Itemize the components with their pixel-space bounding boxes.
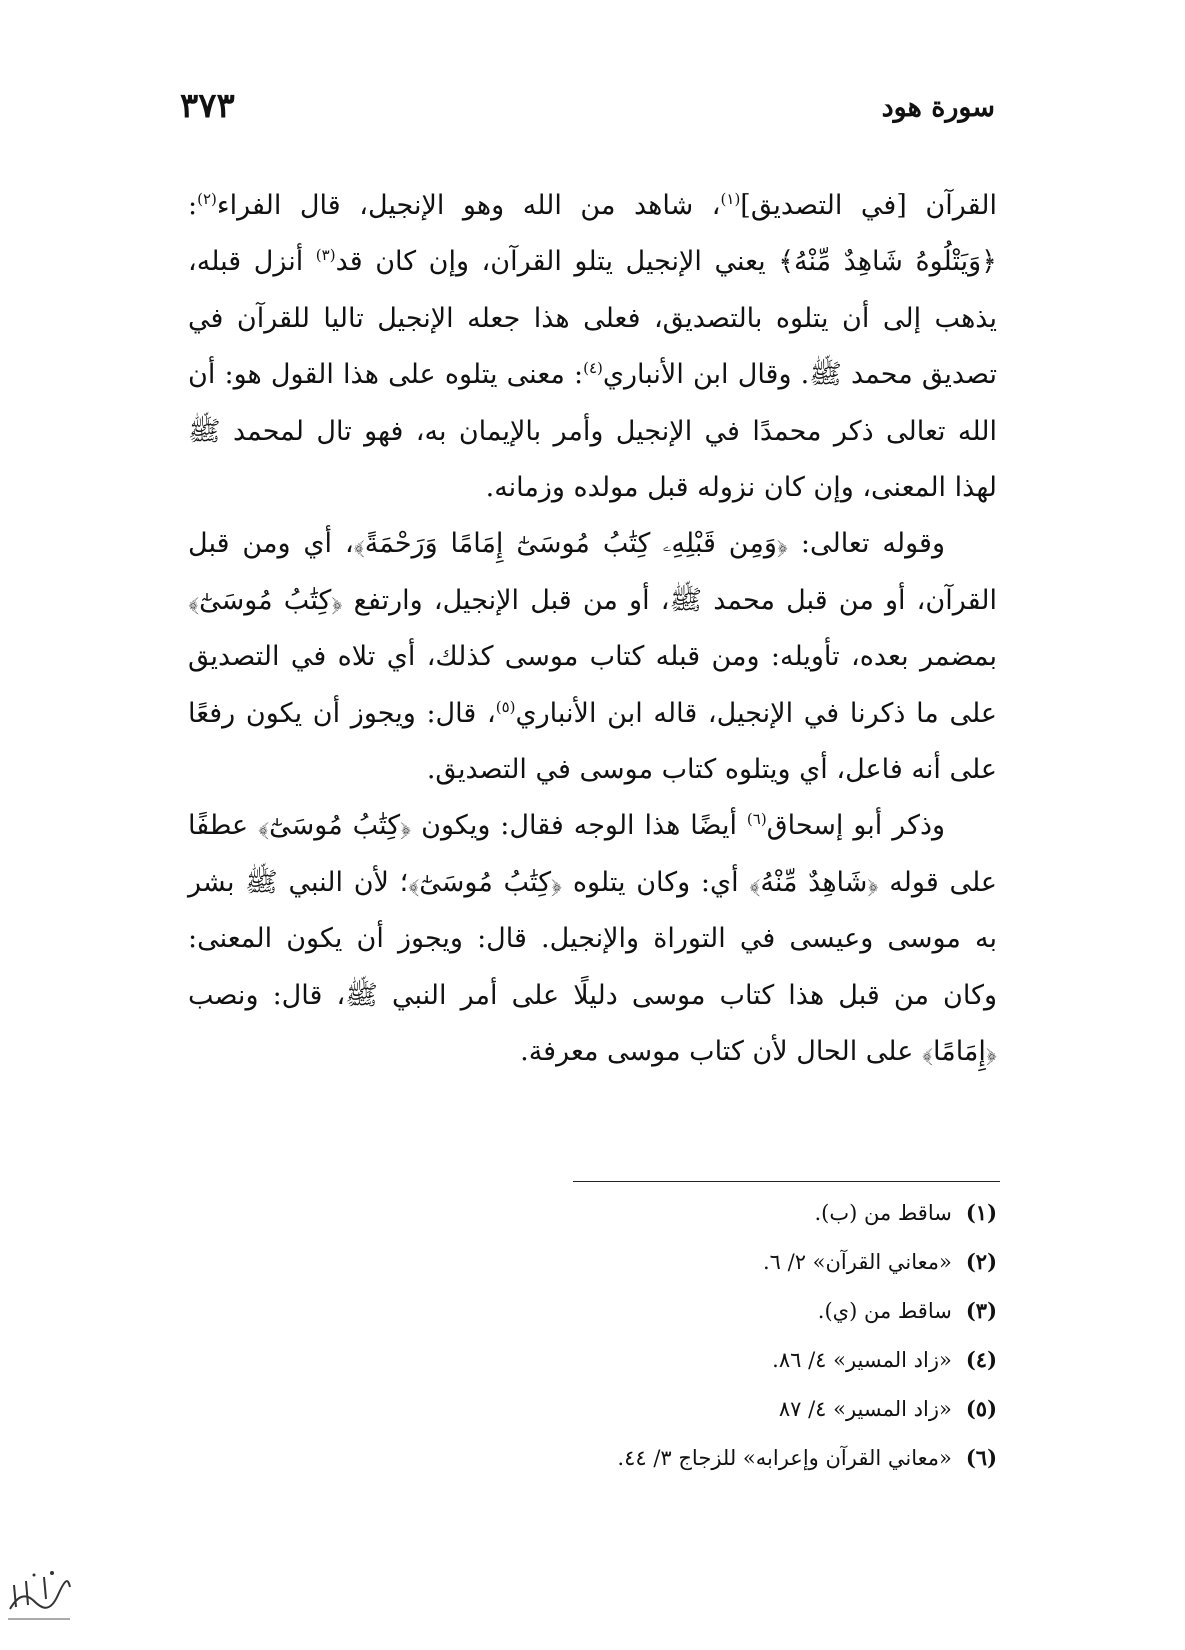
footnote-number: (٢) [965, 1249, 997, 1274]
running-title: سورة هود [881, 92, 995, 123]
footnote-number: (٥) [965, 1396, 997, 1421]
paragraph [188, 516, 997, 798]
footnote-number: (٤) [965, 1347, 997, 1372]
main-text [188, 178, 997, 1081]
text-run: القرآن [في التصديق] [740, 190, 997, 221]
footnote-ref: (٢) [197, 190, 217, 208]
text-run: ، شاهد من الله وهو الإنجيل، قال الفراء [216, 190, 721, 221]
page-header [180, 86, 995, 136]
footnote-ref: (٤) [583, 359, 603, 378]
text-run: : ﴿وَيَتْلُوهُ شَاهِدٌ مِّنْهُ﴾ يعني الإنجيل يتلو القرآن، وإن كان قد [188, 190, 997, 278]
footnote-text: ساقط من (ي). [817, 1299, 952, 1323]
text-run: ، قال: ويجوز أن يكون رفعًا على أنه فاعل، أي ويتلوه كتاب موسى في التصديق. [188, 697, 997, 786]
text-run: أيضًا هذا الوجه فقال: ويكون ﴿كِتَٰبُ مُوسَىٰٓ﴾ عطفًا على قوله ﴿شَاهِدٌ مِّنْهُ﴾ أي: وكان يتلوه ﴿كِتَٰبُ مُوسَىٰٓ﴾؛ لأن النبي ﷺ بشر به موسى وعيسى في التوراة والإنجيل. قال: ويجوز أن يكون المعنى: وكان من قبل هذا كتاب موسى دليلًا على أمر النبي ﷺ، قال: ونصب ﴿إِمَامًا﴾ على الحال لأن كتاب موسى معرفة. [188, 810, 997, 1068]
footnote-ref: (٦) [746, 810, 767, 829]
footnote-text: «زاد المسير» ٤/ ٨٧ [778, 1397, 952, 1421]
footnote-ref: (١) [720, 190, 741, 208]
footnote-number: (٦) [965, 1445, 997, 1470]
footnote-number: (١) [965, 1200, 997, 1225]
text-run: : معنى يتلوه على هذا القول هو: أن الله تعالى ذكر محمدًا في الإنجيل وأمر بالإيمان به، فهو تال لمحمد ﷺ لهذا المعنى، وإن كان نزوله قبل مولده وزمانه. [188, 359, 997, 504]
footnote-separator [573, 1181, 1000, 1182]
footnote-text: «زاد المسير» ٤/ ٨٦. [772, 1348, 952, 1372]
text-run: وذكر أبو إسحاق [766, 810, 946, 842]
footnote-ref: (٥) [495, 697, 516, 716]
footnote [347, 1389, 997, 1438]
text-run: أنزل قبله، يذهب إلى أن يتلوه بالتصديق، فعلى هذا جعله الإنجيل تاليا للقرآن في تصديق محمد ﷺ. وقال ابن الأنباري [188, 246, 997, 391]
text-run: وقوله تعالى: ﴿وَمِن قَبْلِهِۦ كِتَٰبُ مُوسَىٰٓ إِمَامًا وَرَحْمَةً﴾، أي ومن قبل القرآن، أو من قبل محمد ﷺ، أو من قبل الإنجيل، وارتفع ﴿كِتَٰبُ مُوسَىٰٓ﴾ بمضمر بعده، تأويله: ومن قبله كتاب موسى كذلك، أي تلاه في التصديق على ما ذكرنا في الإنجيل، قاله ابن الأنباري [188, 528, 998, 729]
page-number: ٣٧٣ [180, 86, 235, 126]
footnotes [347, 1193, 997, 1487]
footnote [347, 1438, 997, 1487]
paragraph [188, 798, 997, 1080]
footnote-text: ساقط من (ب). [814, 1201, 952, 1225]
footnote [347, 1340, 997, 1389]
footnote-text: «معاني القرآن وإعرابه» للزجاج ٣/ ٤٤. [617, 1446, 952, 1470]
footnote-number: (٣) [965, 1298, 997, 1323]
footnote [347, 1291, 997, 1340]
footnote [347, 1242, 997, 1291]
footnote [347, 1193, 997, 1242]
footnote-text: «معاني القرآن» ٢/ ٦. [762, 1250, 952, 1274]
watermark-logo [4, 1565, 74, 1627]
footnote-ref: (٣) [315, 246, 336, 265]
paragraph [188, 178, 997, 516]
